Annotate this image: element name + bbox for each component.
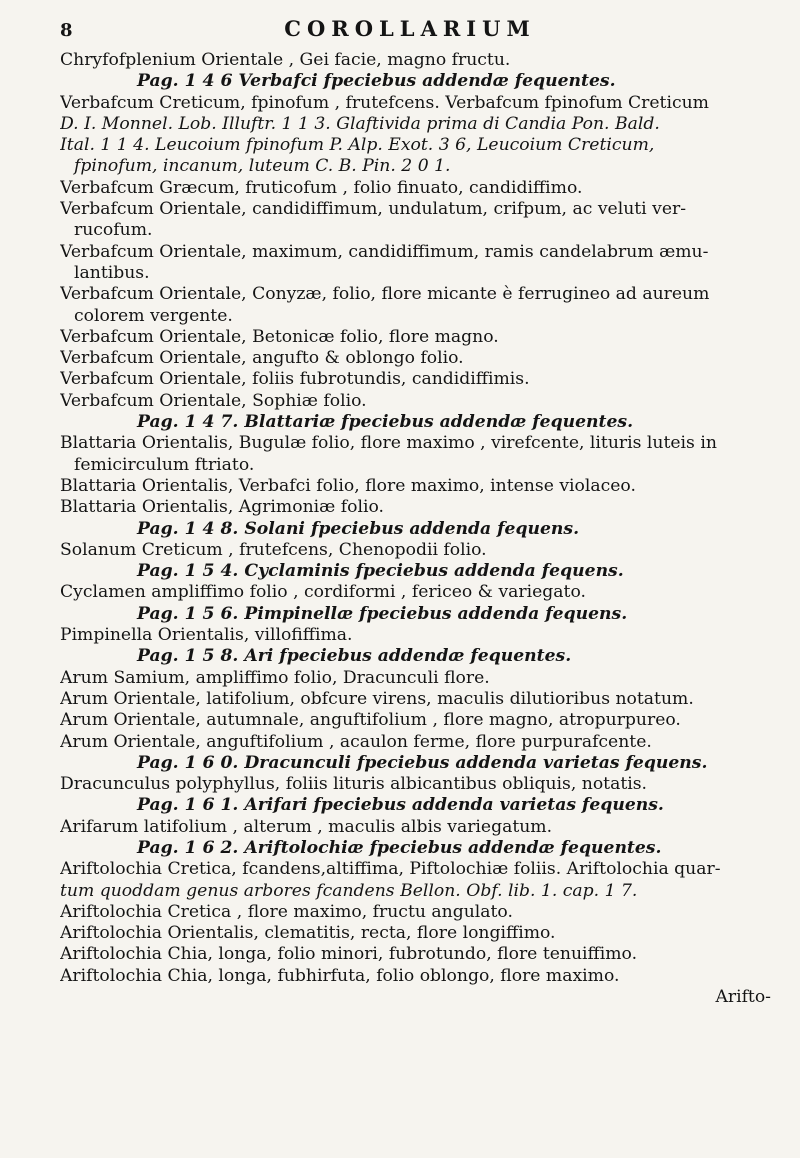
text-line: Chryfofplenium Orientale , Gei facie, magno fructu.	[60, 50, 511, 70]
section-heading: Pag. 1 4 7. Blattariæ fpeciebus addendæ fequentes.	[137, 412, 634, 433]
text-line: fpinofum, incanum, luteum C. B. Pin. 2 0 1.	[74, 156, 451, 177]
text-line: Verbafcum Orientale, Sophiæ folio.	[60, 390, 367, 411]
text-line: Verbafcum Orientale, candidiffimum, undulatum, crifpum, ac veluti ver-	[60, 199, 687, 220]
text-line: femicirculum ftriato.	[74, 454, 255, 475]
section-heading: Pag. 1 5 6. Pimpinellæ fpeciebus addenda fequens.	[137, 603, 628, 624]
catchword: Arifto-	[715, 987, 771, 1008]
text-line: Cyclamen ampliffimo folio , cordiformi , fericeo & variegato.	[60, 582, 586, 603]
text-line: Verbafcum Orientale, Conyzæ, folio, flore micante è ferrugineo ad aureum	[60, 284, 710, 305]
text-body	[60, 50, 775, 1008]
text-line: Solanum Creticum , frutefcens, Chenopodii folio.	[60, 539, 487, 560]
text-line: Ariftolochia Cretica , flore maximo, fructu angulato.	[60, 901, 513, 922]
text-line: Blattaria Orientalis, Verbafci folio, flore maximo, intense violaceo.	[60, 475, 636, 496]
text-line: Blattaria Orientalis, Agrimoniæ folio.	[60, 497, 384, 518]
text-line: Verbafcum Orientale, maximum, candidiffimum, ramis candelabrum æmu-	[60, 241, 709, 262]
text-line: Verbafcum Græcum, fruticofum , folio finuato, candidiffimo.	[60, 177, 583, 198]
page-header	[60, 14, 760, 44]
text-line: Verbafcum Creticum, fpinofum , frutefcens. Verbafcum fpinofum Creticum	[60, 92, 709, 113]
text-line: Arifarum latifolium , alterum , maculis albis variegatum.	[60, 816, 553, 837]
section-heading: Pag. 1 6 0. Dracunculi fpeciebus addenda varietas fequens.	[137, 752, 708, 773]
text-line: Verbafcum Orientale, angufto & oblongo folio.	[60, 348, 464, 369]
text-line: Pimpinella Orientalis, villofiffima.	[60, 625, 353, 646]
section-heading: Pag. 1 5 4. Cyclaminis fpeciebus addenda fequens.	[137, 561, 624, 582]
text-line: Ariftolochia Orientalis, clematitis, recta, flore longiffimo.	[60, 923, 556, 944]
text-line: D. I. Monnel. Lob. Illuftr. 1 1 3. Glaftivida prima di Candia Pon. Bald.	[60, 113, 660, 134]
text-line: Blattaria Orientalis, Bugulæ folio, flore maximo , virefcente, lituris luteis in	[60, 433, 717, 454]
text-line: Arum Orientale, autumnale, anguftifolium , flore magno, atropurpureo.	[60, 710, 681, 731]
text-line: Verbafcum Orientale, foliis fubrotundis, candidiffimis.	[60, 369, 530, 390]
text-line: Arum Orientale, anguftifolium , acaulon ferme, flore purpurafcente.	[60, 731, 652, 752]
section-heading: Pag. 1 6 2. Ariftolochiæ fpeciebus addendæ fequentes.	[137, 837, 662, 858]
text-line: Dracunculus polyphyllus, foliis lituris albicantibus obliquis, notatis.	[60, 774, 648, 795]
text-line: colorem vergente.	[74, 305, 233, 326]
section-heading: Pag. 1 6 1. Arifari fpeciebus addenda varietas fequens.	[137, 795, 664, 816]
section-heading: Pag. 1 4 8. Solani fpeciebus addenda fequens.	[137, 518, 580, 539]
page-number: 8	[60, 20, 73, 41]
text-line: Ariftolochia Cretica, fcandens,altiffima, Piftolochiæ foliis. Ariftolochia quar-	[60, 859, 721, 880]
section-heading: Pag. 1 5 8. Ari fpeciebus addendæ fequentes.	[137, 646, 572, 667]
text-line: Arum Orientale, latifolium, obfcure virens, maculis dilutioribus notatum.	[60, 688, 694, 709]
text-line: Ariftolochia Chia, longa, fubhirfuta, folio oblongo, flore maximo.	[60, 965, 620, 986]
text-line: tum quoddam genus arbores fcandens Bellon. Obf. lib. 1. cap. 1 7.	[60, 880, 638, 901]
text-line: Ariftolochia Chia, longa, folio minori, fubrotundo, flore tenuiffimo.	[60, 944, 638, 965]
section-heading: Pag. 1 4 6 Verbafci fpeciebus addendæ fequentes.	[137, 71, 616, 92]
running-title: COROLLARIUM	[284, 16, 536, 41]
text-line: Verbafcum Orientale, Betonicæ folio, flore magno.	[60, 326, 499, 347]
text-line: lantibus.	[74, 262, 150, 283]
text-line: Ital. 1 1 4. Leucoium fpinofum P. Alp. Exot. 3 6, Leucoium Creticum,	[60, 135, 655, 156]
text-line: Arum Samium, ampliffimo folio, Dracunculi flore.	[60, 667, 490, 688]
text-line: rucofum.	[74, 220, 153, 241]
